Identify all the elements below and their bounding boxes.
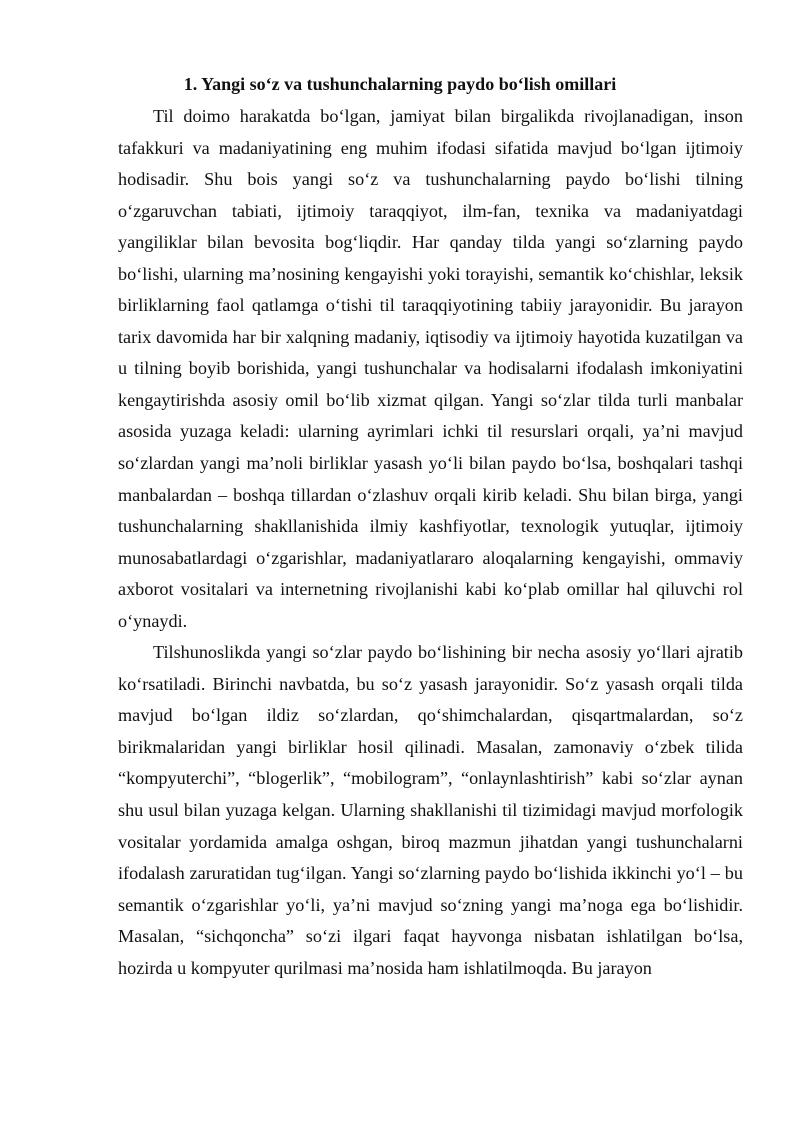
paragraph-2: Tilshunoslikda yangi so‘zlar paydo bo‘lishining bir necha asosiy yo‘llari ajratib ko‘rsatiladi. Birinchi navbatda, bu so‘z yasash jarayonidir. So‘z yasash orqali tilda mavjud bo‘lgan ildiz so‘zlardan, qo‘shimchalardan, qisqartmalardan, so‘z birikmalaridan yangi birliklar hosil qilinadi. Masalan, zamonaviy o‘zbek tilida “kompyuterchi”, “blogerlik”, “mobilogram”, “onlaynlashtirish” kabi so‘zlar aynan shu usul bilan yuzaga kelgan. Ularning shakllanishi til tizimidagi mavjud morfologik vositalar yordamida amalga oshgan, biroq mazmun jihatdan yangi tushunchalarni ifodalash zaruratidan tug‘ilgan. Yangi so‘zlarning paydo bo‘lishida ikkinchi yo‘l – bu semantik o‘zgarishlar yo‘li, ya’ni mavjud so‘zning yangi ma’noga ega bo‘lishidir. Masalan, “sichqoncha” so‘zi ilgari faqat hayvonga nisbatan ishlatilgan bo‘lsa, hozirda u kompyuter qurilmasi ma’nosida ham ishlatilmoqda. Bu jarayon bbox=[118, 642, 743, 978]
paragraph-1: Til doimo harakatda bo‘lgan, jamiyat bilan birgalikda rivojlanadigan, inson tafakkuri va madaniyatining eng muhim ifodasi sifatida mavjud bo‘lgan ijtimoiy hodisadir. Shu bois yangi so‘z va tushunchalarning paydo bo‘lishi tilning o‘zgaruvchan tabiati, ijtimoiy taraqqiyot, ilm-fan, texnika va madaniyatdagi yangiliklar bilan bevosita bog‘liqdir. Har qanday tilda yangi so‘zlarning paydo bo‘lishi, ularning ma’nosining kengayishi yoki torayishi, semantik ko‘chishlar, leksik birliklarning faol qatlamga o‘tishi til taraqqiyotining tabiiy jarayonidir. Bu jarayon tarix davomida har bir xalqning madaniy, iqtisodiy va ijtimoiy hayotida kuzatilgan va u tilning boyib borishida, yangi tushunchalar va hodisalarni ifodalash imkoniyatini kengaytirishda asosiy omil bo‘lib xizmat qilgan. Yangi so‘zlar tilda turli manbalar asosida yuzaga keladi: ularning ayrimlari ichki til resurslari orqali, ya’ni mavjud so‘zlardan yangi ma’noli birliklar yasash yo‘li bilan paydo bo‘lsa, boshqalari tashqi manbalardan – boshqa tillardan o‘zlashuv orqali kirib keladi. Shu bilan birga, yangi tushunchalarning shakllanishida ilmiy kashfiyotlar, texnologik yutuqlar, ijtimoiy munosabatlardagi o‘zgarishlar, madaniyatlararo aloqalarning kengayishi, ommaviy axborot vositalari va internetning rivojlanishi kabi ko‘plab omillar hal qiluvchi rol o‘ynaydi. bbox=[118, 106, 743, 631]
section-heading: 1. Yangi so‘z va tushunchalarning paydo bo‘lish omillari bbox=[183, 74, 617, 94]
body-text bbox=[118, 101, 743, 984]
